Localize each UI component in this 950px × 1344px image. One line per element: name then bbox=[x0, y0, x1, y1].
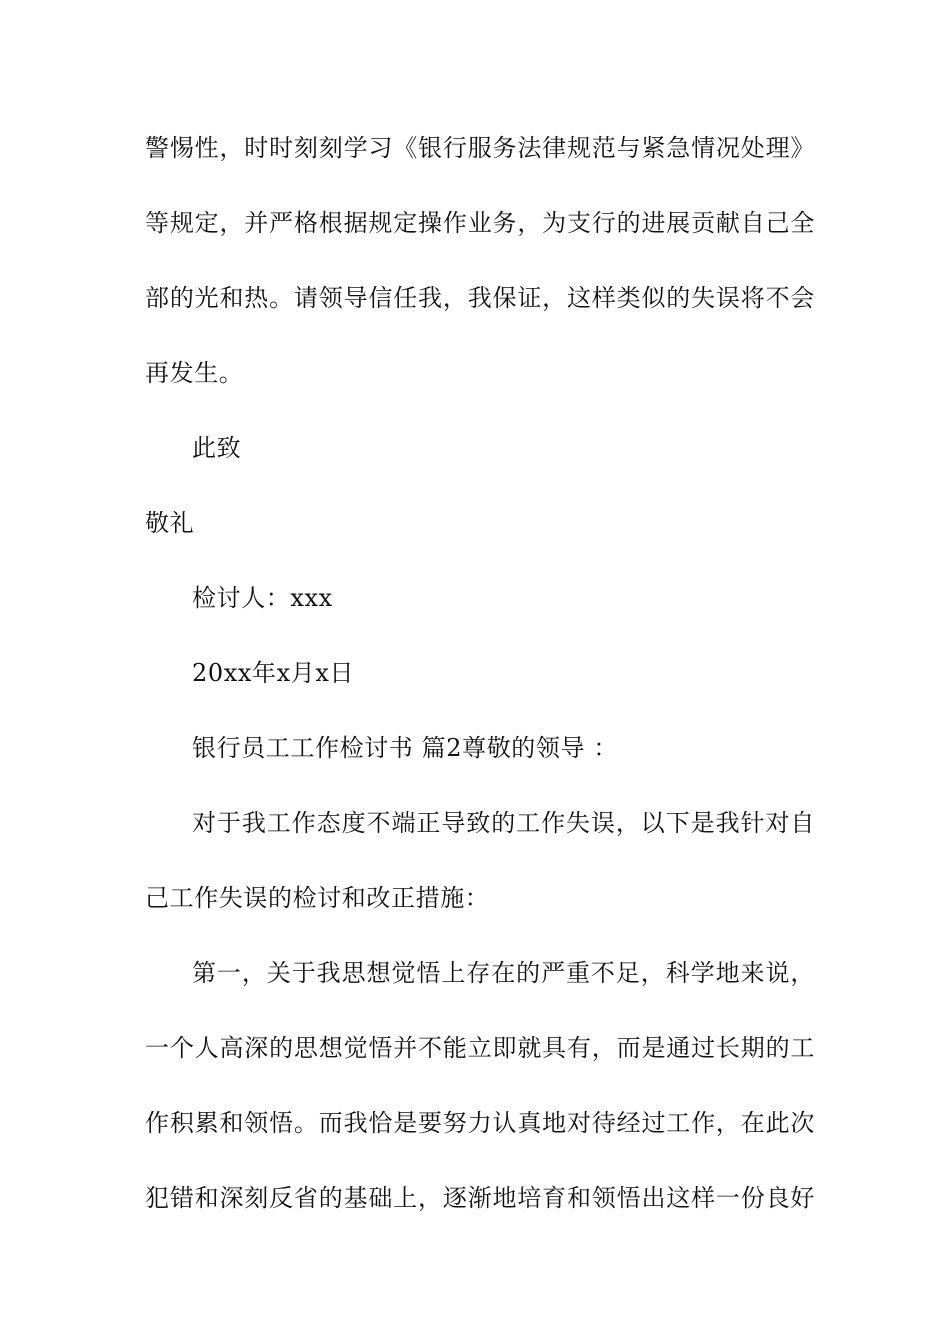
text-line: 作积累和领悟。而我恰是要努力认真地对待经过工作，在此次 bbox=[145, 1109, 815, 1137]
text-line: 己工作失误的检讨和改正措施： bbox=[145, 884, 490, 912]
text-line: 等规定，并严格根据规定操作业务，为支行的进展贡献自己全 bbox=[145, 209, 815, 237]
document-date: 20xx年x月x日 bbox=[192, 659, 355, 687]
text-line: 警惕性，时时刻刻学习《银行服务法律规范与紧急情况处理》 bbox=[145, 134, 815, 162]
text-line: 对于我工作态度不端正导致的工作失误，以下是我针对自 bbox=[192, 809, 815, 837]
closing-salutation: 此致 bbox=[192, 434, 242, 462]
author-signature: 检讨人：xxx bbox=[192, 584, 333, 612]
text-line: 犯错和深刻反省的基础上，逐渐地培育和领悟出这样一份良好 bbox=[145, 1184, 815, 1212]
text-line: 一个人高深的思想觉悟并不能立即就具有，而是通过长期的工 bbox=[145, 1034, 815, 1062]
text-line: 部的光和热。请领导信任我，我保证，这样类似的失误将不会 bbox=[145, 284, 815, 312]
text-line: 第一，关于我思想觉悟上存在的严重不足，科学地来说， bbox=[192, 959, 815, 987]
text-line: 再发生。 bbox=[145, 359, 244, 387]
closing-respect: 敬礼 bbox=[145, 509, 195, 537]
section-title: 银行员工工作检讨书 篇2尊敬的领导 ： bbox=[192, 734, 618, 762]
